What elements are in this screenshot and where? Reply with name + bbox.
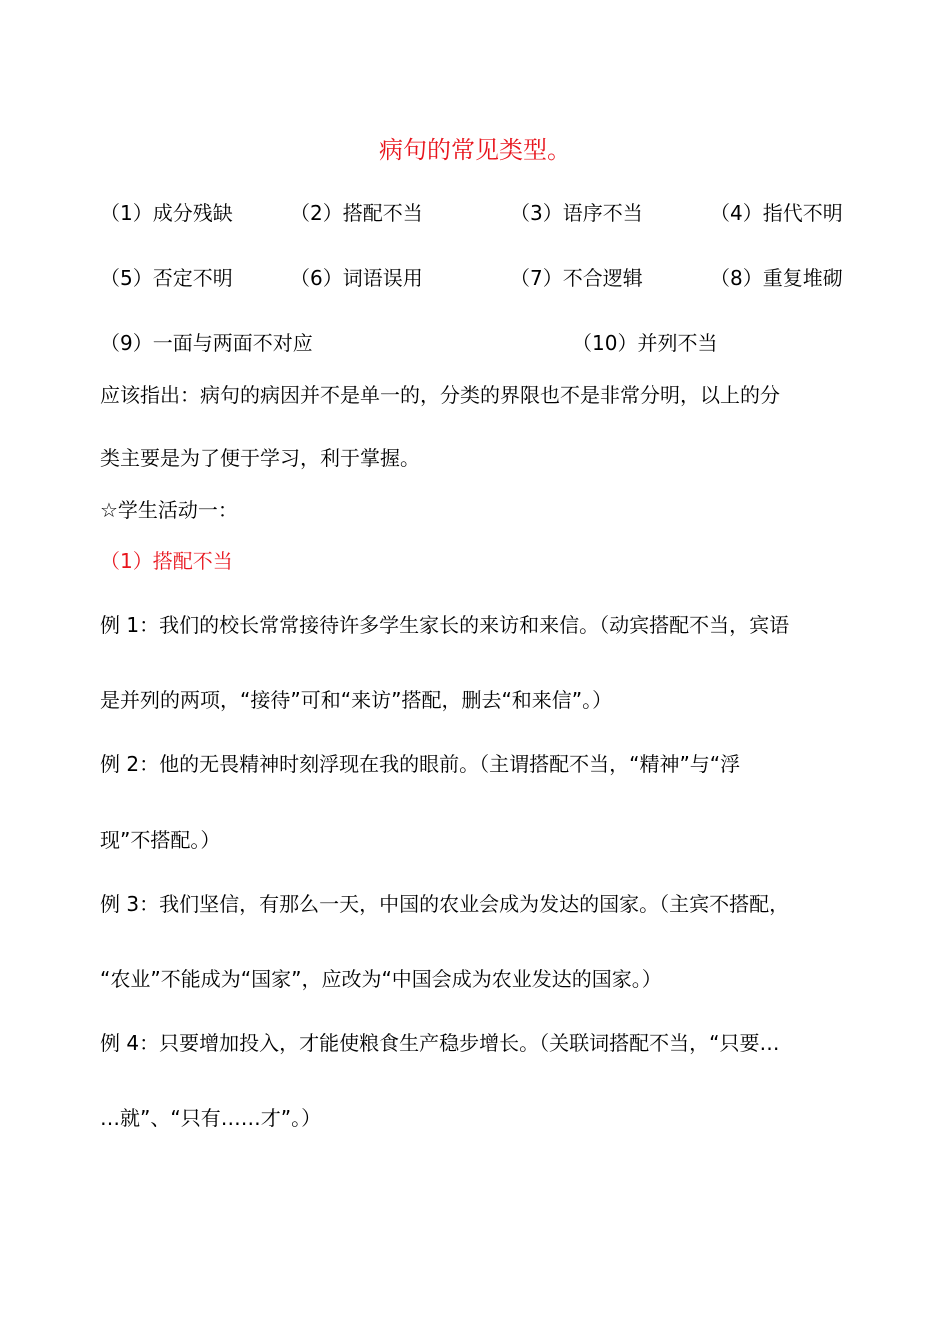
example-1-line-2: 是并列的两项，“接待”可和“来访”搭配，删去“和来信”。） xyxy=(100,688,613,712)
page-title: 病句的常见类型。 xyxy=(379,136,571,164)
type-item-8: （8）重复堆砌 xyxy=(710,266,843,290)
type-item-4: （4）指代不明 xyxy=(710,201,843,225)
example-4-line-1: 例 4：只要增加投入，才能使粮食生产稳步增长。（关联词搭配不当，“只要… xyxy=(100,1031,780,1055)
note-line-1: 应该指出：病句的病因并不是单一的，分类的界限也不是非常分明，以上的分 xyxy=(100,383,780,407)
activity-heading: ☆学生活动一： xyxy=(100,498,238,522)
type-item-7: （7）不合逻辑 xyxy=(510,266,643,290)
type-item-5: （5）否定不明 xyxy=(100,266,233,290)
example-4-line-2: …就”、“只有……才”。） xyxy=(100,1106,322,1130)
example-2-line-2: 现”不搭配。） xyxy=(100,828,221,852)
type-item-10: （10）并列不当 xyxy=(572,331,718,355)
type-item-9: （9）一面与两面不对应 xyxy=(100,331,313,355)
example-3-line-1: 例 3：我们坚信，有那么一天，中国的农业会成为发达的国家。（主宾不搭配， xyxy=(100,892,790,916)
note-line-2: 类主要是为了便于学习，利于掌握。 xyxy=(100,446,420,470)
type-item-6: （6）词语误用 xyxy=(290,266,423,290)
section-heading: （1）搭配不当 xyxy=(100,549,233,573)
example-2-line-1: 例 2：他的无畏精神时刻浮现在我的眼前。（主谓搭配不当，“精神”与“浮 xyxy=(100,752,741,776)
example-1-line-1: 例 1：我们的校长常常接待许多学生家长的来访和来信。（动宾搭配不当，宾语 xyxy=(100,613,790,637)
type-item-2: （2）搭配不当 xyxy=(290,201,423,225)
type-item-1: （1）成分残缺 xyxy=(100,201,233,225)
type-item-3: （3）语序不当 xyxy=(510,201,643,225)
example-3-line-2: “农业”不能成为“国家”，应改为“中国会成为农业发达的国家。） xyxy=(100,967,662,991)
